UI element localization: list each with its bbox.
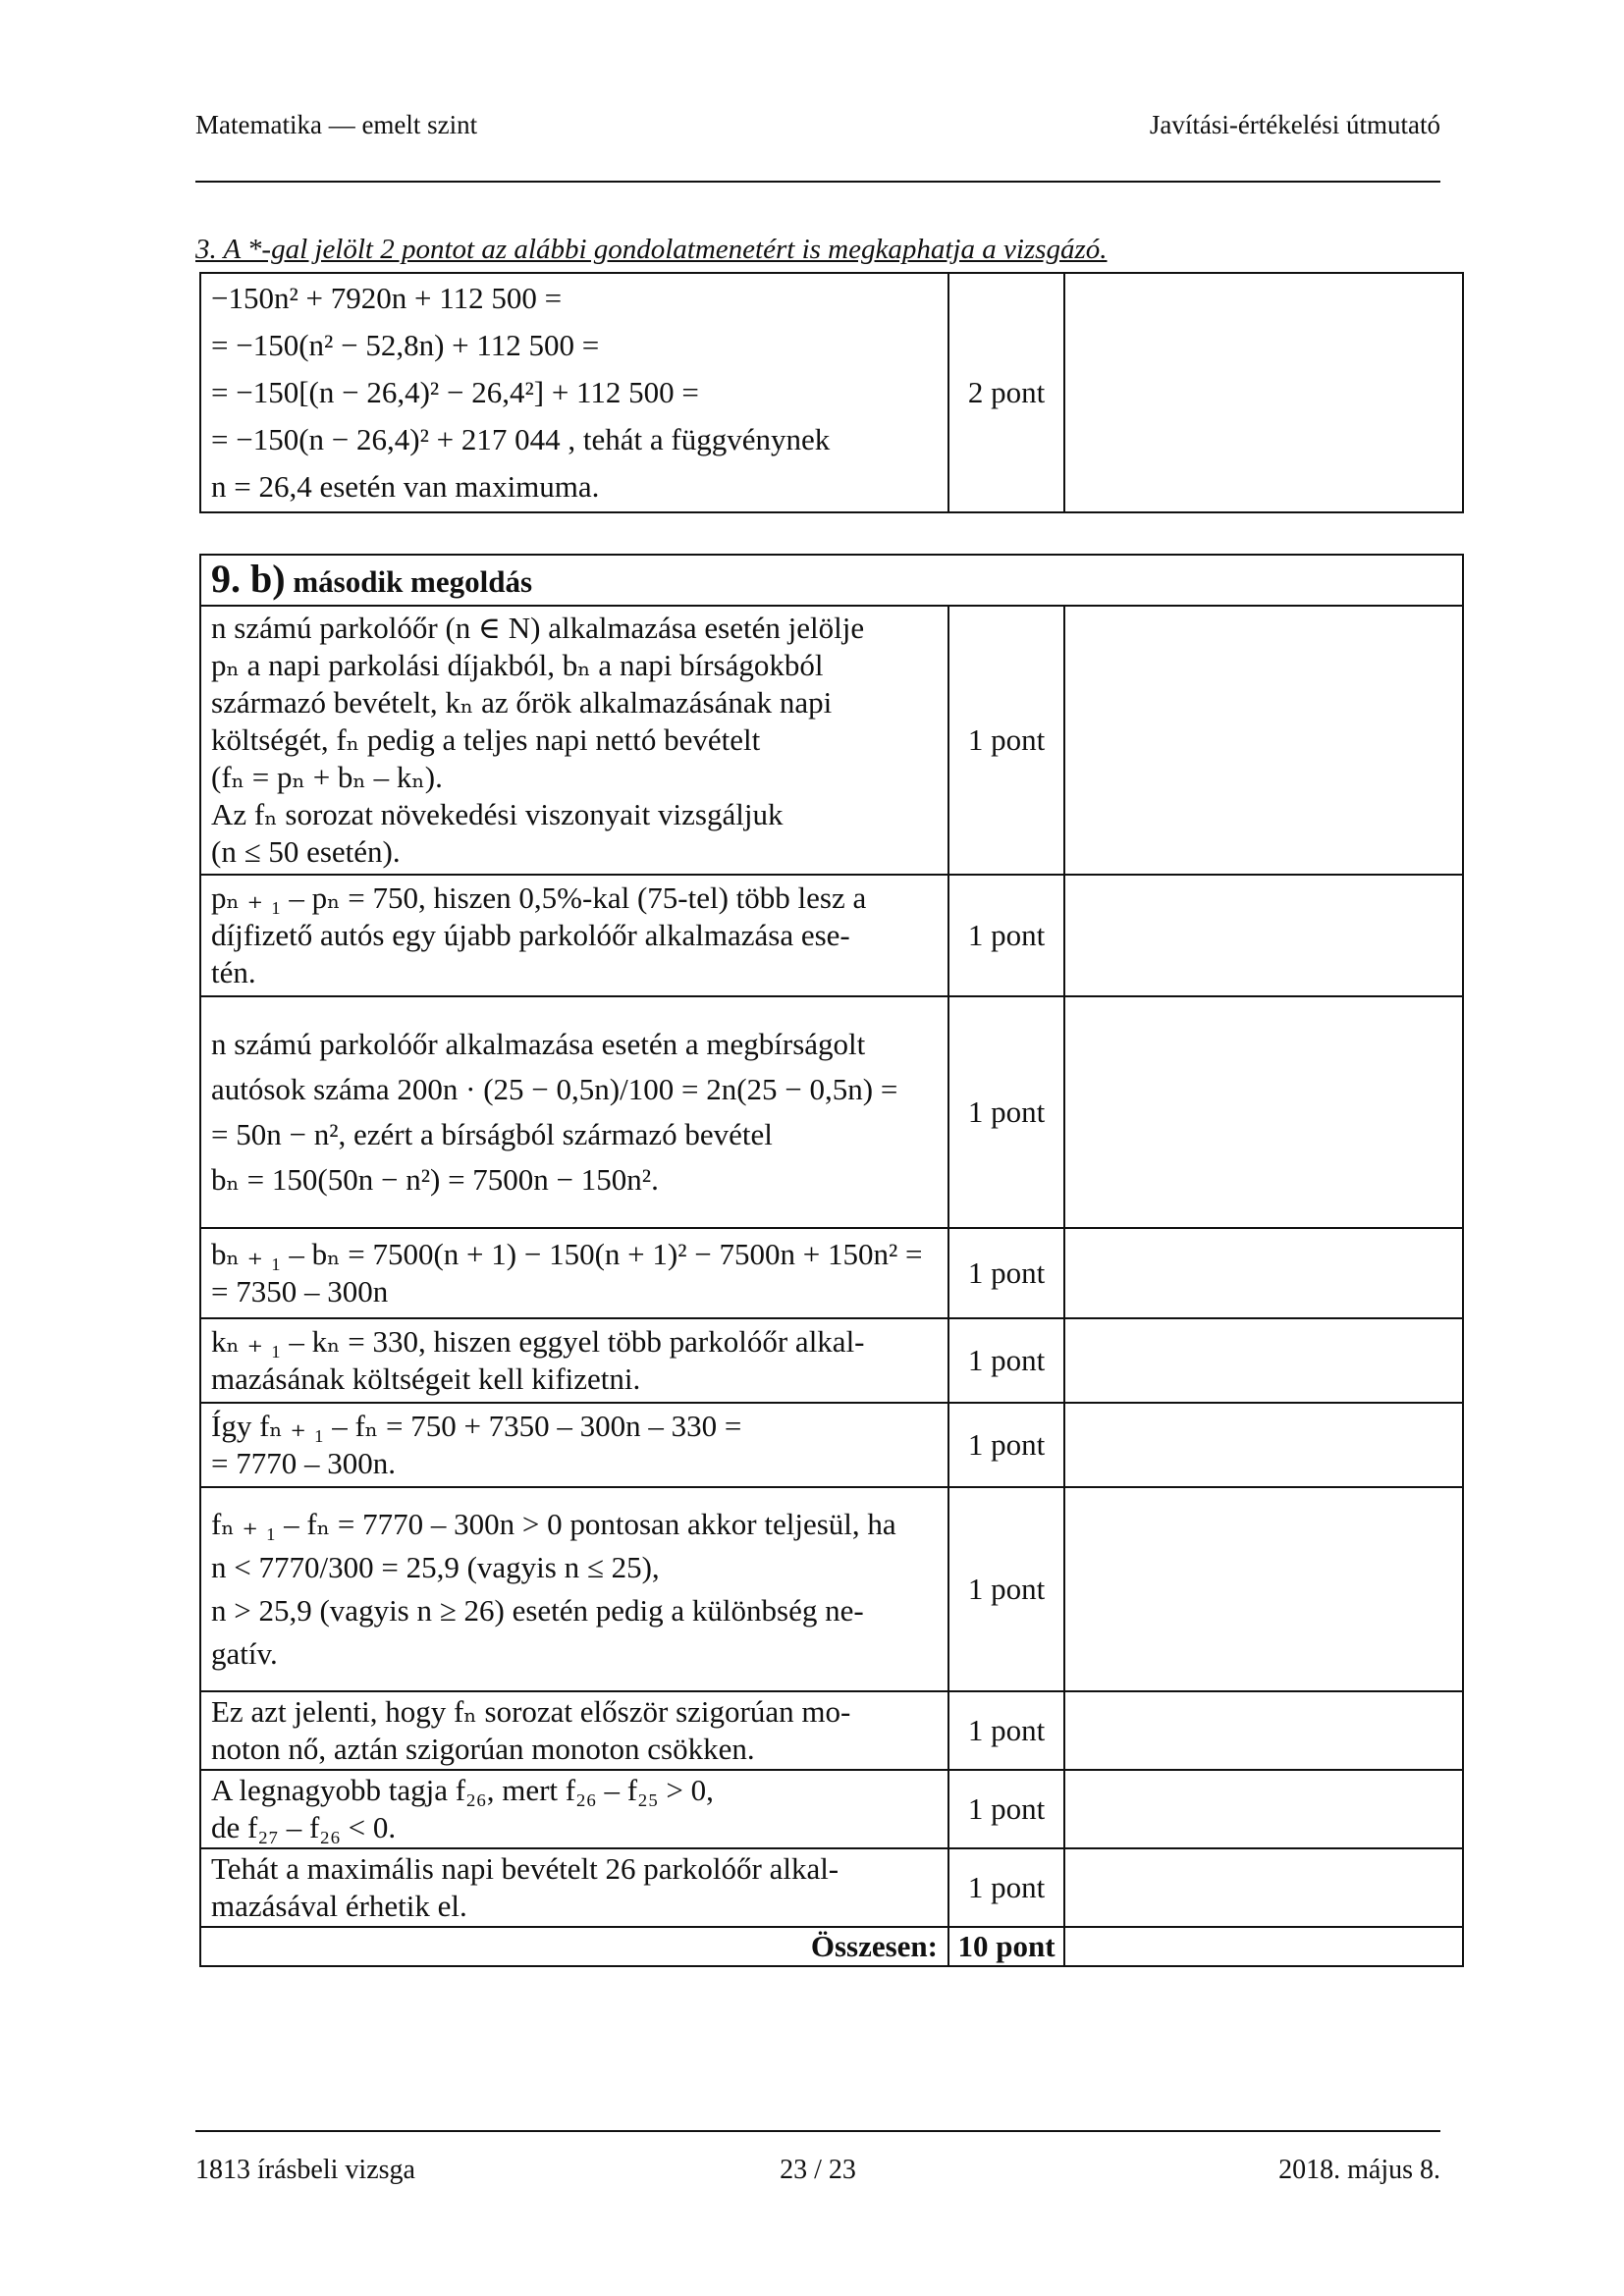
- row-points: 1 pont: [948, 1318, 1064, 1403]
- row-text: [200, 875, 948, 996]
- row-line: (n ≤ 50 esetén).: [211, 834, 401, 869]
- row-line: tén.: [211, 955, 256, 989]
- row-points: 1 pont: [948, 606, 1064, 875]
- row-text: [200, 1770, 948, 1848]
- total-row: [200, 1927, 1463, 1966]
- row-line: fₙ ₊ ₁ – fₙ = 7770 – 300n > 0 pontosan akkor teljesül, ha: [211, 1507, 896, 1541]
- row-line: bₙ = 150(50n − n²) = 7500n − 150n².: [211, 1162, 659, 1197]
- section-number: 9. b): [211, 556, 286, 601]
- footer-exam-code: 1813 írásbeli vizsga: [195, 2155, 415, 2185]
- row-line: kₙ ₊ ₁ – kₙ = 330, hiszen eggyel több parkolóőr alkal-: [211, 1324, 865, 1359]
- row-notes: [1064, 1318, 1463, 1403]
- row-line: A legnagyobb tagja f₂₆, mert f₂₆ – f₂₅ > 0,: [211, 1773, 714, 1807]
- alt-line: = −150(n² − 52,8n) + 112 500 =: [211, 328, 600, 362]
- header-subject: Matematika — emelt szint: [195, 110, 478, 139]
- row-text: [200, 1318, 948, 1403]
- row-line: Ez azt jelenti, hogy fₙ sorozat először szigorúan mo-: [211, 1694, 851, 1729]
- row-line: Így fₙ ₊ ₁ – fₙ = 750 + 7350 – 300n – 330 =: [211, 1409, 742, 1443]
- row-line: származó bevételt, kₙ az őrök alkalmazásának napi: [211, 685, 833, 720]
- row-notes: [1064, 606, 1463, 875]
- alt-line: −150n² + 7920n + 112 500 =: [211, 281, 563, 315]
- row-points: 1 pont: [948, 996, 1064, 1228]
- row-points: 1 pont: [948, 875, 1064, 996]
- solution-row: [200, 1403, 1463, 1487]
- row-line: = 7770 – 300n.: [211, 1446, 396, 1480]
- row-points: 1 pont: [948, 1487, 1064, 1691]
- row-line: bₙ ₊ ₁ – bₙ = 7500(n + 1) − 150(n + 1)² − 7500n + 150n² =: [211, 1237, 923, 1271]
- footer-rule: [195, 2130, 1440, 2132]
- section-title: [200, 555, 1463, 606]
- row-line: díjfizető autós egy újabb parkolóőr alkalmazása ese-: [211, 918, 850, 952]
- row-line: gatív.: [211, 1636, 278, 1671]
- row-line: noton nő, aztán szigorúan monoton csökken.: [211, 1732, 755, 1766]
- row-notes: [1064, 1403, 1463, 1487]
- row-line: Tehát a maximális napi bevételt 26 parkolóőr alkal-: [211, 1851, 839, 1886]
- alt-solution-lines: [200, 273, 948, 512]
- solution-row: [200, 1848, 1463, 1927]
- solution-row: [200, 1228, 1463, 1318]
- row-text: [200, 996, 948, 1228]
- row-points: 1 pont: [948, 1228, 1064, 1318]
- row-notes: [1064, 1487, 1463, 1691]
- row-notes: [1064, 875, 1463, 996]
- row-notes: [1064, 1770, 1463, 1848]
- row-line: n > 25,9 (vagyis n ≥ 26) esetén pedig a különbség ne-: [211, 1593, 864, 1628]
- row-text: [200, 1691, 948, 1770]
- row-text: [200, 606, 948, 875]
- row-line: n számú parkolóőr (n ∈ N) alkalmazása esetén jelölje: [211, 611, 865, 645]
- row-text: [200, 1487, 948, 1691]
- row-line: pₙ a napi parkolási díjakból, bₙ a napi bírságokból: [211, 648, 824, 682]
- row-line: = 50n − n², ezért a bírságból származó bevétel: [211, 1117, 773, 1151]
- alt-line: = −150(n − 26,4)² + 217 044 , tehát a függvénynek: [211, 422, 831, 456]
- solution-row: [200, 1487, 1463, 1691]
- grading-note: 3. A *-gal jelölt 2 pontot az alábbi gondolatmenetért is megkaphatja a vizsgázó.: [195, 234, 1108, 265]
- total-points: 10 pont: [948, 1927, 1064, 1966]
- row-text: [200, 1848, 948, 1927]
- solution-row: [200, 1318, 1463, 1403]
- row-line: = 7350 – 300n: [211, 1274, 389, 1308]
- row-line: mazásával érhetik el.: [211, 1889, 467, 1923]
- row-notes: [1064, 1228, 1463, 1318]
- row-line: de f₂₇ – f₂₆ < 0.: [211, 1810, 397, 1844]
- row-points: 1 pont: [948, 1691, 1064, 1770]
- row-notes: [1064, 996, 1463, 1228]
- row-points: 1 pont: [948, 1770, 1064, 1848]
- footer-date: 2018. május 8.: [1278, 2155, 1440, 2185]
- solution-row: [200, 996, 1463, 1228]
- header-doc-title: Javítási-értékelési útmutató: [1149, 110, 1440, 139]
- row-notes: [1064, 1848, 1463, 1927]
- row-line: költségét, fₙ pedig a teljes napi nettó bevételt: [211, 722, 761, 757]
- total-label: Összesen:: [200, 1927, 948, 1966]
- solution-row: [200, 1691, 1463, 1770]
- row-notes: [1064, 1691, 1463, 1770]
- page-header: [195, 110, 1440, 149]
- row-text: [200, 1228, 948, 1318]
- solution-row: [200, 875, 1463, 996]
- row-line: mazásának költségeit kell kifizetni.: [211, 1362, 641, 1396]
- solution-row: [200, 606, 1463, 875]
- header-rule: [195, 181, 1440, 183]
- total-notes: [1064, 1927, 1463, 1966]
- alt-solution-notes: [1064, 273, 1463, 512]
- alt-line: n = 26,4 esetén van maximuma.: [211, 469, 600, 504]
- alt-solution-points: 2 pont: [948, 273, 1064, 512]
- row-line: autósok száma 200n · (25 − 0,5n)/100 = 2n(25 − 0,5n) =: [211, 1072, 898, 1106]
- row-text: [200, 1403, 948, 1487]
- section-subtitle: második megoldás: [293, 563, 533, 599]
- solution-table: [199, 554, 1464, 1967]
- row-line: Az fₙ sorozat növekedési viszonyait vizsgáljuk: [211, 797, 784, 831]
- row-line: n < 7770/300 = 25,9 (vagyis n ≤ 25),: [211, 1550, 660, 1584]
- alt-solution-table: [199, 272, 1464, 513]
- row-line: n számú parkolóőr alkalmazása esetén a megbírságolt: [211, 1027, 866, 1061]
- row-points: 1 pont: [948, 1403, 1064, 1487]
- alt-line: = −150[(n − 26,4)² − 26,4²] + 112 500 =: [211, 375, 699, 409]
- solution-row: [200, 1770, 1463, 1848]
- row-line: pₙ ₊ ₁ – pₙ = 750, hiszen 0,5%-kal (75-tel) több lesz a: [211, 881, 867, 915]
- row-line: (fₙ = pₙ + bₙ – kₙ).: [211, 760, 443, 794]
- footer-page-number: 23 / 23: [780, 2155, 856, 2185]
- row-points: 1 pont: [948, 1848, 1064, 1927]
